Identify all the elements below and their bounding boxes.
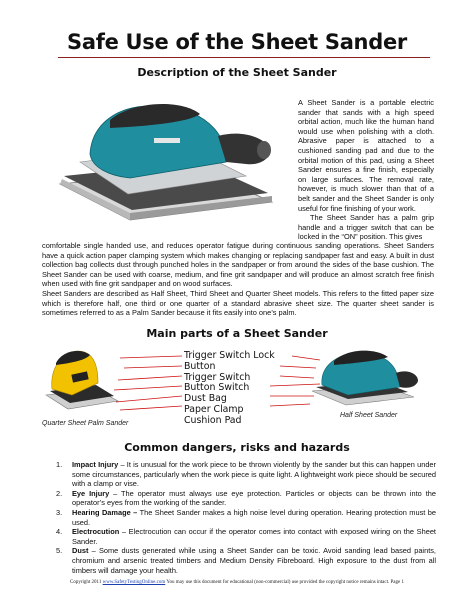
danger-text: The Sheet Sander makes a high noise level during operation. Hearing protection must be used.: [72, 507, 436, 527]
danger-label: Electrocution: [72, 527, 120, 537]
danger-text: – Electrocution can occur if the operator comes into contact with exposed wiring on the Sheet Sander.: [72, 527, 436, 546]
description-paragraph-2: The Sheet Sander has a palm grip handle and a trigger switch that can be locked in the “ON” position. This gives: [298, 213, 434, 242]
part-label: Cushion Pad: [184, 414, 242, 426]
danger-text: – It is unusual for the work piece to be thrown violently by the sander but this can happen under some circumstances, particularly when the work piece is quite light. A lightweight work piece should be secured with a clamp or vise.: [72, 460, 436, 489]
title-underline: [58, 57, 430, 58]
page-title: Safe Use of the Sheet Sander: [67, 30, 407, 54]
sheet-sander-image: [50, 92, 280, 222]
dangers-heading: Common dangers, risks and hazards: [124, 441, 350, 454]
danger-number: 2.: [56, 488, 63, 498]
part-label: Button Switch: [184, 382, 250, 394]
danger-number: 1.: [56, 460, 63, 469]
footer-copyright: Copyright 2011: [70, 580, 102, 585]
half-sheet-caption: Half Sheet Sander: [340, 412, 398, 419]
part-label: Dust Bag: [184, 393, 227, 405]
palm-sander-caption: Quarter Sheet Palm Sander: [42, 420, 129, 427]
part-label: Paper Clamp: [184, 403, 244, 415]
danger-number: 3.: [56, 507, 63, 517]
description-full-width: [42, 241, 434, 318]
danger-item: [56, 489, 436, 508]
parts-heading: Main parts of a Sheet Sander: [146, 327, 328, 340]
danger-label: Dust: [72, 546, 89, 556]
description-paragraph-1: A Sheet Sander is a portable electric sander that sands with a high speed orbital action, much like the human hand would use when polishing with a cloth. Abrasive paper is attached to a cushioned sanding pad and due to the orbital motion of this pad, using a Sheet Sander ensures a fine finish, especially on large surfaces. The removal rate, however, is much slower than that of a belt sander and the Sheet Sander is only useful for fine finishing of your work.: [298, 98, 434, 213]
part-label: Trigger Switch: [184, 371, 251, 383]
description-paragraph-3: comfortable single handed use, and reduces operator fatigue during continuous sanding operations. Sheet Sanders have a quick action paper clamping system which makes changing or replacing sandpaper fast and easy. A built in dust collection bag collects dust through punched holes in the sandpaper or from around the sides of the base cushion. The Sheet Sander can be used with coarse, medium, and fine grit sandpaper and will produce an almost scratch free finish when used with fine grit sandpaper and on wood surfaces.: [42, 241, 434, 289]
half-sheet-sander-image: [308, 345, 420, 410]
danger-number: 5.: [56, 546, 63, 556]
dangers-list: [56, 460, 436, 575]
danger-item: [56, 460, 436, 489]
danger-item: [56, 546, 436, 575]
danger-label: Eye Injury: [72, 488, 110, 498]
footer-page-number: Page 1: [390, 580, 404, 585]
footer-notice: You may use this document for educational (non-commercial) use provided the copyright notice remains intact.: [166, 580, 390, 585]
description-column: [298, 98, 434, 242]
danger-item: [56, 527, 436, 546]
danger-text: – The operator must always use eye protection. Particles or objects can be thrown into the operator’s eyes from the working of the sander.: [72, 488, 436, 508]
footer: [0, 580, 474, 585]
danger-item: [56, 508, 436, 527]
danger-label: Hearing Damage –: [72, 507, 138, 517]
danger-label: Impact Injury: [72, 460, 119, 469]
description-paragraph-4: Sheet Sanders are described as Half Sheet, Third Sheet and Quarter Sheet models. This refers to the fitted paper size which is therefore half, one third or one quarter of a standard abrasive sheet size. The quarter sheet sander is sometimes referred to as a Palm Sander because it fits easily into one’s palm.: [42, 288, 434, 318]
danger-number: 4.: [56, 527, 63, 537]
part-label: Trigger Switch Lock Button: [184, 350, 275, 372]
parts-list: [184, 351, 304, 427]
footer-link[interactable]: www.SafetyTestingOnline.com: [102, 580, 166, 585]
description-heading: Description of the Sheet Sander: [137, 66, 337, 79]
danger-text: – Some dusts generated while using a Sheet Sander can be toxic. Avoid sanding lead based paints, chromium and arsenic treated timbers and Medium Density Fibreboard. High exposure to the dust from all timbers will damage your health.: [72, 546, 436, 575]
